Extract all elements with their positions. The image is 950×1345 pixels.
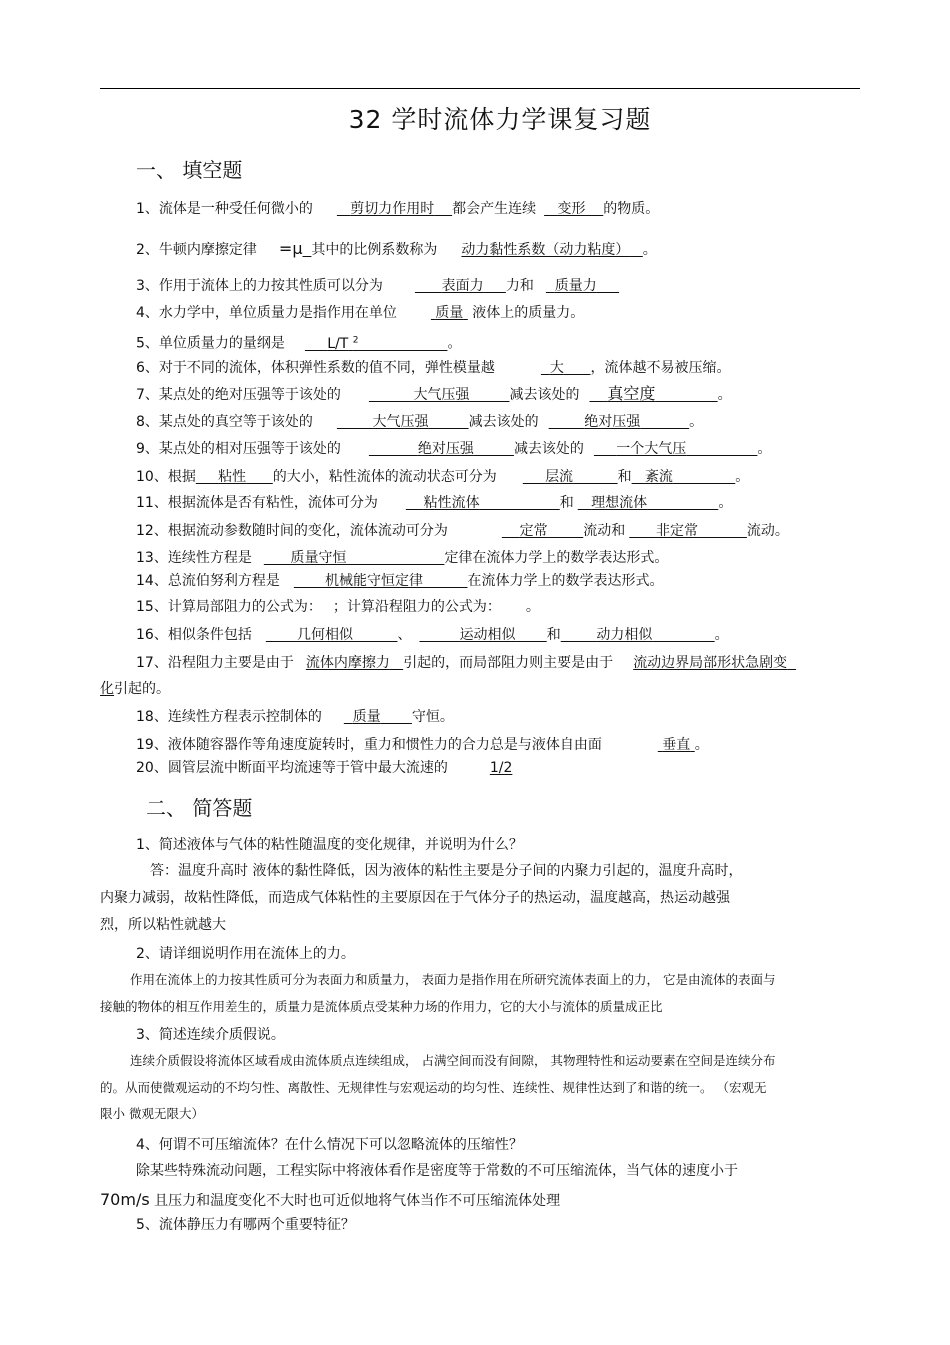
fill-item-11: 11、根据流体是否有粘性，流体可分为 粘性流体 和 理想流体 。 xyxy=(136,495,733,511)
fill-item-8: 8、某点处的真空等于该处的 大气压强 减去该处的 绝对压强 。 xyxy=(136,414,704,430)
speed-value: 70m/s xyxy=(100,1190,150,1209)
answer-1-line-1: 答：温度升高时 液体的黏性降低，因为液体的粘性主要是分子间的内聚力引起的，温度升高时， xyxy=(150,863,743,879)
question-2: 2、请详细说明作用在流体上的力。 xyxy=(136,946,355,962)
section-fill-heading: 一、 填空题 xyxy=(136,158,243,182)
fill-item-3: 3、作用于流体上的力按其性质可以分为 表面力 力和 质量力 xyxy=(136,278,597,294)
fill-item-15: 15、计算局部阻力的公式为： ；计算沿程阻力的公式为： 。 xyxy=(136,599,540,615)
fill-item-16: 16、相似条件包括 几何相似 、 运动相似 和 动力相似 。 xyxy=(136,627,729,643)
question-5: 5、流体静压力有哪两个重要特征？ xyxy=(136,1217,355,1233)
answer-4-line-2: 70m/s 且压力和温度变化不大时也可近似地将气体当作不可压缩流体处理 xyxy=(100,1190,561,1209)
question-1: 1、简述液体与气体的粘性随温度的变化规律，并说明为什么？ xyxy=(136,837,523,853)
fill-item-13: 13、连续性方程是 质量守恒 定律在流体力学上的数学表达形式。 xyxy=(136,550,669,566)
fill-item-1: 1、流体是一种受任何微小的 剪切力作用时 都会产生连续 变形 的物质。 xyxy=(136,201,660,217)
question-3: 3、简述连续介质假说。 xyxy=(136,1027,285,1043)
fill-item-6: 6、对于不同的流体，体积弹性系数的值不同，弹性模量越 大 ，流体越不易被压缩。 xyxy=(136,360,731,376)
page-title: 32 学时流体力学课复习题 xyxy=(348,105,652,134)
fill-item-4: 4、水力学中，单位质量力是指作用在单位 质量 液体上的质量力。 xyxy=(136,305,585,321)
answer-1-line-2: 内聚力减弱，故粘性降低，而造成气体粘性的主要原因在于气体分子的热运动，温度越高，热运动越强 xyxy=(100,890,730,906)
answer-3-line-2: 的。从而使微观运动的不均匀性、离散性、无规律性与宏观运动的均匀性、连续性、规律性达到了和谐的统一。 （宏观无 xyxy=(100,1080,767,1095)
answer-1-line-3: 烈，所以粘性就越大 xyxy=(100,917,226,933)
fill-item-2: 2、牛顿内摩擦定律 =μ 其中的比例系数称为 动力黏性系数（动力粘度） 。 xyxy=(136,239,657,258)
fill-item-5: 5、单位质量力的量纲是 L/T $^2$ 。 xyxy=(136,335,462,352)
fill-item-17-cont: 化引起的。 xyxy=(100,681,170,697)
answer-3-line-1: 连续介质假设将流体区域看成由流体质点连续组成， 占满空间而没有间隙， 其物理特性和运动要素在空间是连续分布 xyxy=(130,1053,776,1068)
section-qa-heading: 二、 简答题 xyxy=(146,796,253,820)
fill-item-20: 20、圆管层流中断面平均流速等于管中最大流速的 1/2 xyxy=(136,760,513,776)
answer-3-line-3: 限小 微观无限大） xyxy=(100,1106,204,1121)
fill-item-12: 12、根据流动参数随时间的变化，流体流动可分为 定常 流动和 非定常 流动。 xyxy=(136,523,789,539)
fill-item-7: 7、某点处的绝对压强等于该处的 大气压强 减去该处的 真空度 。 xyxy=(136,384,732,403)
top-rule xyxy=(100,88,860,89)
fill-item-18: 18、连续性方程表示控制体的 质量 守恒。 xyxy=(136,709,454,725)
answer-2-line-2: 接触的物体的相互作用差生的，质量力是流体质点受某种力场的作用力，它的大小与流体的质量成正比 xyxy=(100,999,663,1014)
fill-item-10: 10、根据 粘性 的大小，粘性流体的流动状态可分为 层流 和 紊流 。 xyxy=(136,469,750,485)
fill-item-9: 9、某点处的相对压强等于该处的 绝对压强 减去该处的 一个大气压 。 xyxy=(136,441,772,457)
fill-item-17: 17、沿程阻力主要是由于 流体内摩擦力 引起的，而局部阻力则主要是由于 流动边界局部形状急剧变 xyxy=(136,655,788,671)
fill-item-19: 19、液体随容器作等角速度旋转时，重力和惯性力的合力总是与液体自由面 垂直 。 xyxy=(136,737,709,753)
question-4: 4、何谓不可压缩流体？在什么情况下可以忽略流体的压缩性？ xyxy=(136,1137,523,1153)
answer-4-line-1: 除某些特殊流动问题，工程实际中将液体看作是密度等于常数的不可压缩流体，当气体的速度小于 xyxy=(136,1163,738,1179)
fill-item-14: 14、总流伯努利方程是 机械能守恒定律 在流体力学上的数学表达形式。 xyxy=(136,573,664,589)
answer-2-line-1: 作用在流体上的力按其性质可分为表面力和质量力， 表面力是指作用在所研究流体表面上的力， 它是由流体的表面与 xyxy=(130,972,776,987)
